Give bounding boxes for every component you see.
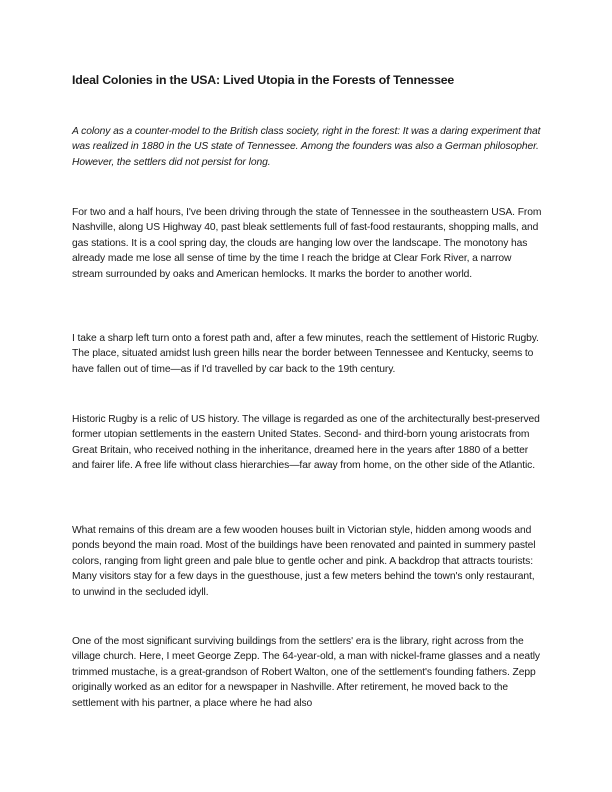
- article-title: Ideal Colonies in the USA: Lived Utopia in the Forests of Tennessee: [72, 73, 454, 87]
- paragraph-5: One of the most significant surviving buildings from the settlers' era is the library, right across from the village church. Here, I meet George Zepp. The 64-year-old, a man with nickel-frame glasses and a neatly trimmed mustache, is a great-grandson of Robert Walton, one of the settlement's founding fathers. Zepp originally worked as an editor for a newspaper in Nashville. After retirement, he moved back to the settlement with his partner, a place where he had also: [72, 636, 540, 709]
- article-lede: A colony as a counter-model to the British class society, right in the forest: It was a daring experiment that was realized in 1880 in the US state of Tennessee. Among the founders was also a German philosopher. However, the settlers did not persist for long.: [72, 126, 541, 168]
- paragraph-3: Historic Rugby is a relic of US history. The village is regarded as one of the architecturally best-preserved former utopian settlements in the eastern United States. Second- and third-born young aristocrats from Great Britain, who received nothing in the inheritance, dreamed here in the years after 1880 of a better and fairer life. A free life without class hierarchies—far away from home, on the other side of the Atlantic.: [72, 414, 540, 472]
- paragraph-2: I take a sharp left turn onto a forest path and, after a few minutes, reach the settlement of Historic Rugby. The place, situated amidst lush green hills near the border between Tennessee and Kentucky, seems to have fallen out of time—as if I'd travelled by car back to the 19th century.: [72, 333, 539, 375]
- paragraph-4: What remains of this dream are a few wooden houses built in Victorian style, hidden among woods and ponds beyond the main road. Most of the buildings have been renovated and painted in summery pastel colors, ranging from light green and pale blue to gentle ocher and pink. A backdrop that attracts tourists: Many visitors stay for a few days in the guesthouse, just a few meters behind the town's only restaurant, to unwind in the secluded idyll.: [72, 525, 536, 598]
- paragraph-1: For two and a half hours, I've been driving through the state of Tennessee in the southeastern USA. From Nashville, along US Highway 40, past bleak settlements full of fast-food restaurants, shopping malls, and gas stations. It is a cool spring day, the clouds are hanging low over the landscape. The monotony has already made me lose all sense of time by the time I reach the bridge at Clear Fork River, a narrow stream surrounded by oaks and American hemlocks. It marks the border to another world.: [72, 207, 542, 280]
